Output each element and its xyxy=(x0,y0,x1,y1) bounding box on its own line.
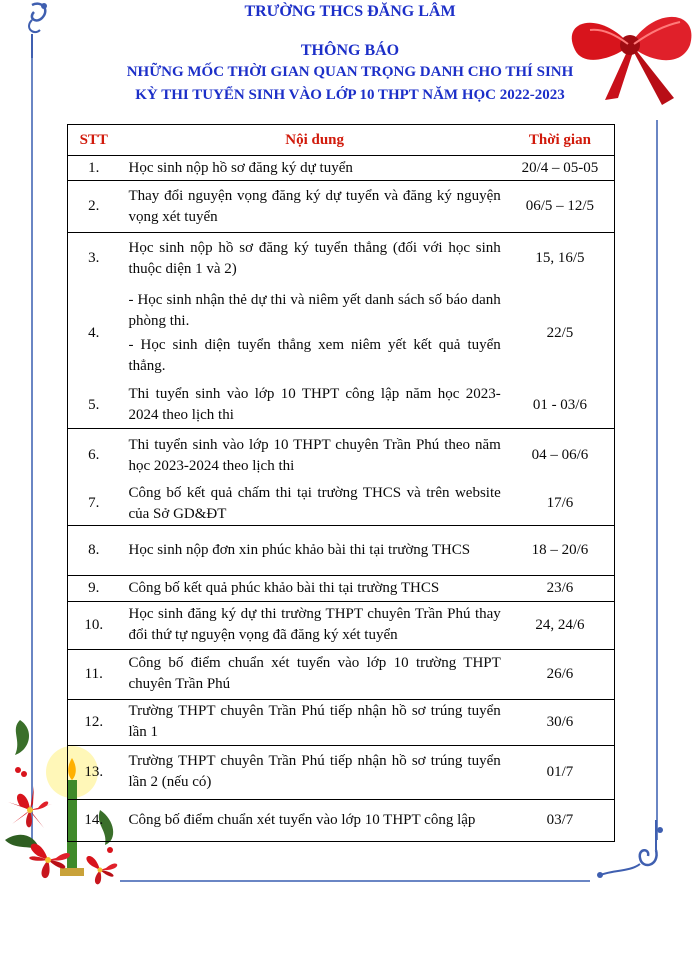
row-stt: 12. xyxy=(68,699,120,745)
row-content: Công bố kết quả phúc khảo bài thi tại trường THCS xyxy=(119,575,505,601)
row-content: Thi tuyển sinh vào lớp 10 THPT công lập năm học 2023-2024 theo lịch thi xyxy=(119,383,505,429)
row-stt: 10. xyxy=(68,601,120,649)
row-stt: 5. xyxy=(68,383,120,429)
table-row xyxy=(68,601,615,649)
row-time: 15, 16/5 xyxy=(535,250,585,267)
row-content: Trường THPT chuyên Trần Phú tiếp nhận hồ sơ trúng tuyển lần 2 (nếu có) xyxy=(119,745,505,799)
row-stt: 8. xyxy=(68,525,120,575)
table-row xyxy=(68,285,615,383)
row-content: Trường THPT chuyên Trần Phú tiếp nhận hồ sơ trúng tuyển lần 1 xyxy=(119,699,505,745)
notice-title: THÔNG BÁO xyxy=(300,42,400,59)
row-time: 06/5 – 12/5 xyxy=(506,181,615,233)
table-row xyxy=(68,699,615,745)
schedule-table xyxy=(67,124,615,842)
row-time: 01/7 xyxy=(506,745,615,799)
table-row xyxy=(68,745,615,799)
table-row xyxy=(68,429,615,483)
row-stt: 11. xyxy=(68,649,120,699)
table-header-row xyxy=(68,125,615,156)
row-content: Thi tuyển sinh vào lớp 10 THPT chuyên Trần Phú theo năm học 2023-2024 theo lịch thi xyxy=(128,436,501,474)
row-content xyxy=(119,285,505,383)
row-content: Công bố kết quả chấm thi tại trường THCS và trên website của Sở GD&ĐT xyxy=(119,483,505,526)
row-content: Học sinh đăng ký dự thi trường THPT chuyên Trần Phú thay đổi thứ tự nguyện vọng đã đăng ký xét tuyển xyxy=(119,601,505,649)
row-stt: 1. xyxy=(68,156,120,181)
header-time: Thời gian xyxy=(506,125,615,156)
table-row xyxy=(68,181,615,233)
row-content: Thay đổi nguyện vọng đăng ký dự tuyển và đăng ký nguyện vọng xét tuyển xyxy=(119,181,505,233)
row-stt: 6. xyxy=(88,447,100,464)
row-content-part-1: - Học sinh nhận thẻ dự thi và niêm yết danh sách số báo danh phòng thi. xyxy=(128,292,501,329)
table-row xyxy=(68,525,615,575)
row-stt: 13. xyxy=(68,745,120,799)
row-content: Công bố điểm chuẩn xét tuyển vào lớp 10 trường THPT chuyên Trần Phú xyxy=(119,649,505,699)
row-time: 04 – 06/6 xyxy=(531,447,589,464)
row-time: 23/6 xyxy=(506,575,615,601)
subtitle-line-1: NHỮNG MỐC THỜI GIAN QUAN TRỌNG DANH CHO THÍ SINH xyxy=(126,64,574,80)
table-row xyxy=(68,483,615,526)
row-content: Học sinh nộp hồ sơ đăng ký dự tuyển xyxy=(119,156,505,181)
row-stt: 7. xyxy=(68,483,120,526)
row-time: 24, 24/6 xyxy=(506,601,615,649)
row-time: 30/6 xyxy=(506,699,615,745)
header-content: Nội dung xyxy=(119,125,505,156)
table-row xyxy=(68,799,615,841)
row-time: 03/7 xyxy=(546,811,574,828)
table-row xyxy=(68,383,615,429)
row-stt: 14. xyxy=(84,811,104,828)
row-stt: 9. xyxy=(68,575,120,601)
frame-bottom-line xyxy=(120,880,590,882)
header-stt: STT xyxy=(68,125,120,156)
table-row xyxy=(68,575,615,601)
row-time: 18 – 20/6 xyxy=(506,525,615,575)
row-content: Học sinh nộp hồ sơ đăng ký tuyển thẳng (đối với học sinh thuộc diện 1 và 2) xyxy=(128,239,501,277)
row-time: 01 - 03/6 xyxy=(506,383,615,429)
row-time: 17/6 xyxy=(506,483,615,526)
table-row xyxy=(68,156,615,181)
school-name: TRƯỜNG THCS ĐĂNG LÂM xyxy=(244,3,456,20)
row-content: Công bố điểm chuẩn xét tuyển vào lớp 10 THPT công lập xyxy=(128,811,476,828)
row-stt: 3. xyxy=(88,250,100,267)
row-time: 20/4 – 05-05 xyxy=(506,156,615,181)
row-stt: 2. xyxy=(68,181,120,233)
row-time: 22/5 xyxy=(546,325,574,341)
row-time: 26/6 xyxy=(506,649,615,699)
row-stt: 4. xyxy=(88,325,100,341)
table-row xyxy=(68,233,615,285)
row-content-part-2: - Học sinh diện tuyển thẳng xem niêm yết kết quả tuyển thẳng. xyxy=(128,337,501,374)
subtitle-line-2: KỲ THI TUYỂN SINH VÀO LỚP 10 THPT NĂM HỌC 2022-2023 xyxy=(135,87,565,103)
table-row xyxy=(68,649,615,699)
row-content: Học sinh nộp đơn xin phúc khảo bài thi tại trường THCS xyxy=(119,525,505,575)
frame-right-line xyxy=(656,120,658,840)
